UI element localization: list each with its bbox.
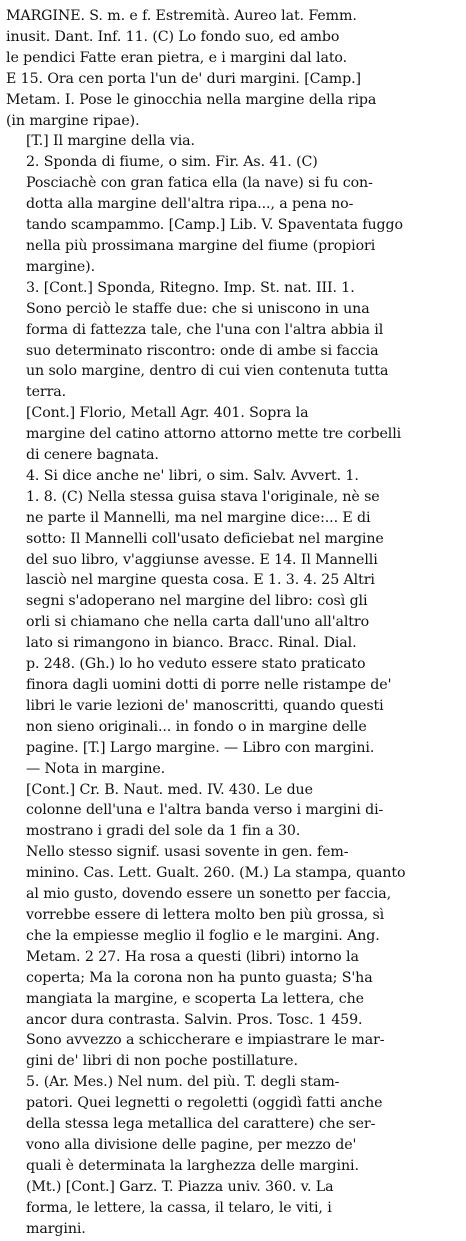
sense-4-naut-citation [6,780,460,843]
entry-margine-via [6,131,460,152]
text-line: lato si rimangono in bianco. Bracc. Rinal. Dial. [26,635,357,652]
text-line: ancor dura contrasta. Salvin. Pros. Tosc. 1 459. [26,1011,363,1028]
text-line: 3. [Cont.] Sponda, Ritegno. Imp. St. nat. III. 1. [26,279,355,296]
text-line: 2. Sponda di fiume, o sim. Fir. As. 41. (C) [26,154,318,171]
text-line: un solo margine, dentro di cui vien contenuta tutta [26,363,389,380]
text-line: finora dagli uomini dotti di porre nelle ristampe de' [26,677,392,693]
text-line: colonne dell'una e l'altra banda verso i margini di- [26,802,384,819]
text-line: — Nota in margine. [26,760,166,777]
text-line: forma, le lettere, la cassa, il telaro, le viti, i [26,1199,332,1216]
sense-3-florio-citation [6,403,460,466]
text-line: mangiata la margine, e scoperta La lettera, che [26,990,364,1007]
text-line: Metam. I. Pose le ginocchia nella margine della ripa [6,91,377,108]
text-line: Sono avvezzo a schiccherare e impiastrare le mar- [26,1032,385,1049]
text-line: 4. Si dice anche ne' libri, o sim. Salv. Avvert. 1. [26,467,359,484]
text-line: le pendici Fatte eran pietra, e i margini dal lato. [6,49,348,66]
text-line: Metam. 2 27. Ha rosa a questi (libri) intorno la [26,948,359,965]
text-line: margine del catino attorno attorno mette tre corbelli [26,426,402,443]
text-line: inusit. Dant. Inf. 11. (C) Lo fondo suo, ed ambo [6,28,340,45]
text-line: patori. Quei legnetti o regoletti (oggidì fatti anche [26,1095,383,1112]
text-line: vorrebbe essere di lettera molto ben più grossa, sì [26,906,385,923]
text-line: gini de' libri di non poche postillature. [26,1053,298,1070]
text-line: Nello stesso signif. usasi sovente in gen. fem- [26,844,349,861]
text-line: Posciachè con gran fatica ella (la nave) si fu con- [26,175,373,192]
text-line: 5. (Ar. Mes.) Nel num. del più. T. degli stam- [26,1074,340,1091]
text-line: E 15. Ora cen porta l'un de' duri margini. [Camp.] [6,70,361,87]
text-line: al mio gusto, dovendo essere un sonetto per faccia, [26,886,392,903]
text-line: della stessa lega metallica del carattere) che ser- [26,1116,376,1133]
text-line: margine). [26,258,95,275]
text-line: Sono perciò le staffe due: che si uniscono in una [26,300,370,317]
sense-5-stampatori [6,1072,460,1239]
text-line: forma di fattezza tale, che l'una con l'altra abbia il [26,321,384,338]
text-line: di cenere bagnata. [26,447,159,464]
text-line: sotto: Il Mannelli coll'usato deficiebat nel margine [26,530,384,547]
sense-3-ritegno [6,278,460,403]
text-line: [Cont.] Cr. B. Naut. med. IV. 430. Le due [26,781,313,798]
text-line: ne parte il Mannelli, ma nel margine dice:... E di [26,509,371,526]
text-line: del suo libro, v'aggiunse avesse. E 14. Il Mannelli [26,551,378,568]
text-line: 1. 8. (C) Nella stessa guisa stava l'originale, nè se [26,488,380,505]
sense-4-libri [6,466,460,780]
text-line: MARGINE. S. m. e f. Estremità. Aureo lat. Femm. [6,8,357,24]
text-line: che la empiesse meglio il foglio e le margini. Ang. [26,927,380,944]
text-line: non sieno originali... in fondo o in margine delle [26,718,367,735]
entry-margine-definition [6,6,460,131]
text-line: pagine. [T.] Largo margine. — Libro con margini. [26,739,375,756]
text-line: quali è determinata la larghezza delle margini. [26,1157,359,1174]
text-line: terra. [26,384,67,401]
text-line: mostrano i gradi del sole da 1 fin a 30. [26,823,301,840]
text-line: dotta alla margine dell'altra ripa..., a pena no- [26,196,354,213]
text-line: (in margine ripae). [6,112,140,129]
text-line: tando scampammo. [Camp.] Lib. V. Spaventata fuggo [26,217,403,234]
text-line: nella più prossimana margine del fiume (propiori [26,237,376,254]
text-line: libri le varie lezioni de' manoscritti, quando questi [26,697,384,714]
text-line: minino. Cas. Lett. Gualt. 260. (M.) La stampa, quanto [26,865,406,882]
text-line: (Mt.) [Cont.] Garz. T. Piazza univ. 360. v. La [26,1178,334,1195]
text-line: lasciò nel margine questa cosa. E 1. 3. 4. 25 Altri [26,572,375,589]
text-line: [Cont.] Florio, Metall Agr. 401. Sopra la [26,405,309,422]
text-line: p. 248. (Gh.) lo ho veduto essere stato praticato [26,656,366,673]
text-line: margini. [26,1220,86,1237]
text-line: suo determinato riscontro: onde di ambe si faccia [26,342,379,359]
sense-2-sponda [6,152,460,277]
sense-4-femminino [6,842,460,1072]
text-line: [T.] Il margine della via. [26,133,195,150]
text-line: segni s'adoperano nel margine del libro: così gli [26,593,368,610]
text-line: coperta; Ma la corona non ha punto guasta; S'ha [26,969,373,986]
text-line: vono alla divisione delle pagine, per mezzo de' [26,1136,357,1153]
text-line: orli si chiamano che nella carta dall'uno all'altro [26,614,370,631]
